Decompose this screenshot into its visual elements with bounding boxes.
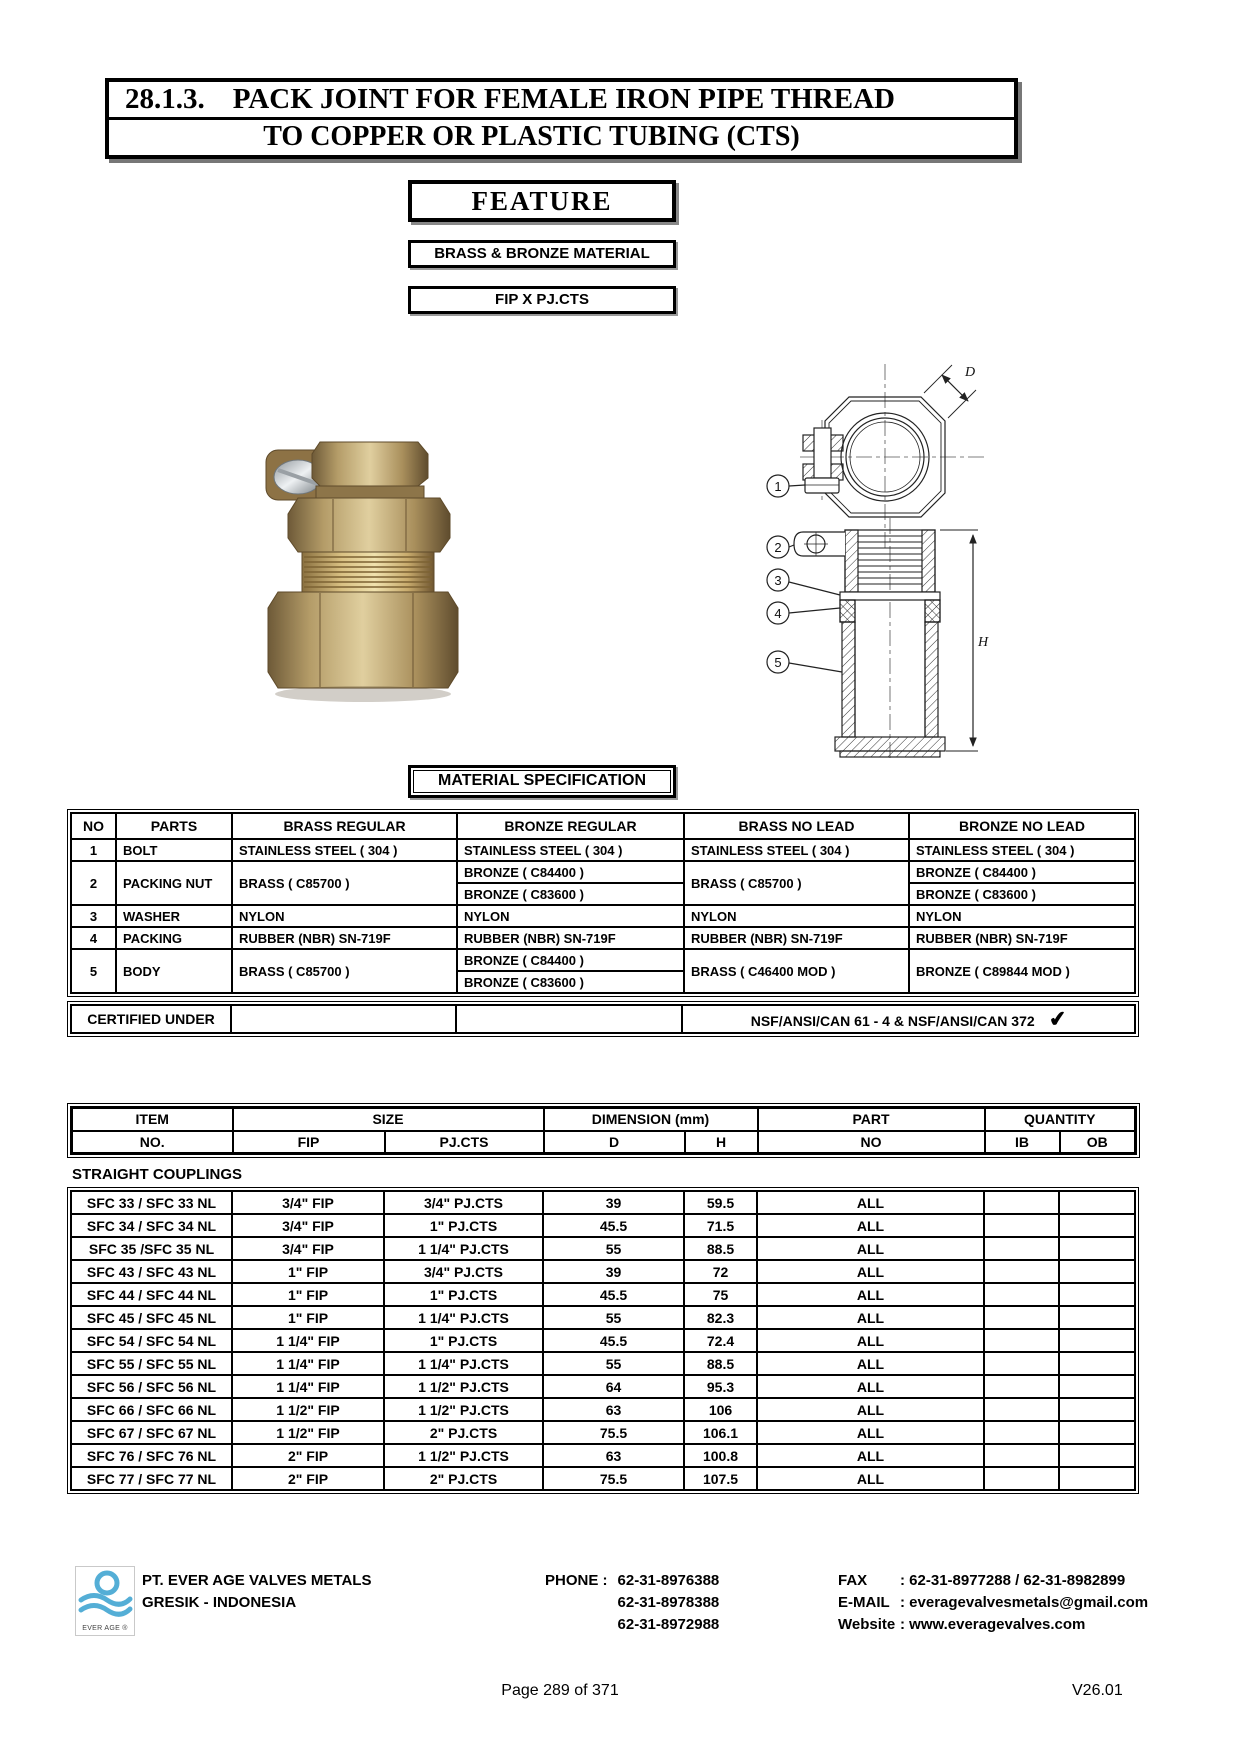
cell-brass-no-lead: STAINLESS STEEL ( 304 )	[684, 839, 909, 861]
coupling-cell-ib	[984, 1214, 1059, 1237]
coupling-cell-d: 64	[543, 1375, 684, 1398]
email-value: everagevalvesmetals@gmail.com	[909, 1594, 1149, 1611]
coupling-cell-d: 63	[543, 1398, 684, 1421]
subheader-ob: OB	[1060, 1131, 1136, 1154]
coupling-cell-d: 39	[543, 1260, 684, 1283]
coupling-cell-ib	[984, 1375, 1059, 1398]
website-value: www.everagevalves.com	[909, 1616, 1086, 1633]
coupling-cell-ib	[984, 1260, 1059, 1283]
coupling-cell-part: ALL	[757, 1375, 984, 1398]
coupling-cell-item: SFC 54 / SFC 54 NL	[71, 1329, 232, 1352]
col-header-bronze-regular: BRONZE REGULAR	[457, 813, 684, 839]
coupling-cell-ob	[1059, 1467, 1135, 1490]
coupling-cell-d: 45.5	[543, 1329, 684, 1352]
coupling-cell-d: 63	[543, 1444, 684, 1467]
coupling-cell-fip: 1 1/4" FIP	[232, 1329, 384, 1352]
coupling-cell-pjcts: 1 1/4" PJ.CTS	[384, 1306, 543, 1329]
col-header-parts: PARTS	[116, 813, 232, 839]
coupling-cell-h: 106.1	[684, 1421, 757, 1444]
coupling-cell-item: SFC 34 / SFC 34 NL	[71, 1214, 232, 1237]
coupling-cell-part: ALL	[757, 1214, 984, 1237]
phone-number-1: 62-31-8976388	[617, 1572, 720, 1589]
dimension-d-label: D	[964, 365, 976, 380]
header-dimension: DIMENSION (mm)	[544, 1108, 758, 1131]
coupling-cell-pjcts: 1 1/4" PJ.CTS	[384, 1237, 543, 1260]
coupling-row	[71, 1329, 1135, 1352]
certified-row	[71, 1005, 1135, 1033]
coupling-row	[71, 1191, 1135, 1214]
coupling-cell-part: ALL	[757, 1352, 984, 1375]
coupling-cell-part: ALL	[757, 1237, 984, 1260]
coupling-cell-fip: 1" FIP	[232, 1306, 384, 1329]
callout-5: 5	[774, 655, 782, 670]
cell-brass-regular: RUBBER (NBR) SN-719F	[232, 927, 457, 949]
coupling-cell-item: SFC 67 / SFC 67 NL	[71, 1421, 232, 1444]
material-row-packing	[71, 927, 1135, 949]
col-header-bronze-no-lead: BRONZE NO LEAD	[909, 813, 1135, 839]
coupling-cell-ib	[984, 1398, 1059, 1421]
cell-bronze-regular: STAINLESS STEEL ( 304 )	[457, 839, 684, 861]
cell-bronze-regular: RUBBER (NBR) SN-719F	[457, 927, 684, 949]
coupling-row	[71, 1467, 1135, 1490]
callout-4: 4	[774, 606, 782, 621]
cell-bronze-no-lead-b: BRONZE ( C83600 )	[909, 883, 1135, 905]
coupling-cell-ob	[1059, 1352, 1135, 1375]
subheader-d: D	[544, 1131, 685, 1154]
callout-2: 2	[774, 540, 782, 555]
coupling-row	[71, 1421, 1135, 1444]
subheader-part-no: NO	[758, 1131, 985, 1154]
cell-brass-no-lead: BRASS ( C85700 )	[684, 861, 909, 905]
material-spec-heading: MATERIAL SPECIFICATION	[408, 765, 676, 798]
subheader-h: H	[685, 1131, 758, 1154]
material-row-bolt	[71, 839, 1135, 861]
coupling-cell-ob	[1059, 1237, 1135, 1260]
coupling-cell-item: SFC 43 / SFC 43 NL	[71, 1260, 232, 1283]
material-row-packing-nut	[71, 861, 1135, 883]
coupling-cell-ob	[1059, 1306, 1135, 1329]
version-number: V26.01	[1072, 1682, 1123, 1699]
cell-part: BOLT	[116, 839, 232, 861]
header-item: ITEM	[72, 1108, 233, 1131]
cell-brass-regular: BRASS ( C85700 )	[232, 861, 457, 905]
coupling-cell-item: SFC 56 / SFC 56 NL	[71, 1375, 232, 1398]
coupling-cell-part: ALL	[757, 1329, 984, 1352]
coupling-cell-fip: 1 1/4" FIP	[232, 1375, 384, 1398]
certified-value-cell	[682, 1005, 1135, 1033]
coupling-cell-fip: 1" FIP	[232, 1283, 384, 1306]
col-header-brass-regular: BRASS REGULAR	[232, 813, 457, 839]
sub-header-row	[72, 1131, 1136, 1154]
subheader-fip: FIP	[233, 1131, 385, 1154]
company-name: PT. EVER AGE VALVES METALS	[142, 1572, 372, 1589]
callout-1: 1	[774, 479, 782, 494]
coupling-cell-ib	[984, 1191, 1059, 1214]
phone-label: PHONE :	[545, 1572, 608, 1589]
coupling-cell-ob	[1059, 1191, 1135, 1214]
cell-bronze-no-lead: RUBBER (NBR) SN-719F	[909, 927, 1135, 949]
fitting-photo-shapes	[266, 442, 458, 702]
coupling-row	[71, 1352, 1135, 1375]
check-icon: ✔	[1047, 1006, 1068, 1032]
coupling-cell-d: 39	[543, 1191, 684, 1214]
coupling-row	[71, 1237, 1135, 1260]
coupling-cell-fip: 1" FIP	[232, 1260, 384, 1283]
col-header-brass-no-lead: BRASS NO LEAD	[684, 813, 909, 839]
coupling-cell-d: 45.5	[543, 1283, 684, 1306]
cell-bronze-regular-b: BRONZE ( C83600 )	[457, 971, 684, 993]
cell-brass-no-lead: BRASS ( C46400 MOD )	[684, 949, 909, 993]
title-block	[105, 78, 1018, 159]
cell-no: 3	[71, 905, 116, 927]
certified-empty-1	[231, 1005, 456, 1033]
coupling-cell-ib	[984, 1283, 1059, 1306]
coupling-cell-fip: 3/4" FIP	[232, 1191, 384, 1214]
coupling-row	[71, 1398, 1135, 1421]
couplings-table	[70, 1190, 1136, 1491]
couplings-header-table	[70, 1106, 1137, 1155]
coupling-cell-d: 55	[543, 1352, 684, 1375]
phone-number-2: 62-31-8978388	[617, 1594, 720, 1611]
coupling-cell-h: 72	[684, 1260, 757, 1283]
coupling-cell-part: ALL	[757, 1260, 984, 1283]
coupling-cell-pjcts: 1" PJ.CTS	[384, 1329, 543, 1352]
subheader-pjcts: PJ.CTS	[385, 1131, 544, 1154]
company-logo	[75, 1566, 135, 1636]
coupling-cell-h: 88.5	[684, 1352, 757, 1375]
coupling-cell-item: SFC 35 /SFC 35 NL	[71, 1237, 232, 1260]
dimension-h-label: H	[977, 635, 989, 650]
coupling-cell-h: 107.5	[684, 1467, 757, 1490]
coupling-cell-item: SFC 33 / SFC 33 NL	[71, 1191, 232, 1214]
coupling-cell-h: 88.5	[684, 1237, 757, 1260]
company-location: GRESIK - INDONESIA	[142, 1594, 297, 1611]
cell-bronze-no-lead: STAINLESS STEEL ( 304 )	[909, 839, 1135, 861]
fax-line: FAX : 62-31-8977288 / 62-31-8982899	[838, 1570, 1148, 1592]
feature-item-connection: FIP X PJ.CTS	[408, 286, 676, 314]
contact-info	[838, 1570, 1148, 1636]
header-part: PART	[758, 1108, 985, 1131]
cell-brass-no-lead: RUBBER (NBR) SN-719F	[684, 927, 909, 949]
cell-no: 1	[71, 839, 116, 861]
coupling-cell-part: ALL	[757, 1398, 984, 1421]
coupling-row	[71, 1444, 1135, 1467]
coupling-cell-d: 75.5	[543, 1421, 684, 1444]
page-title-line1	[109, 82, 1014, 120]
coupling-cell-pjcts: 1 1/2" PJ.CTS	[384, 1398, 543, 1421]
coupling-cell-ob	[1059, 1375, 1135, 1398]
cell-bronze-no-lead: BRONZE ( C89844 MOD )	[909, 949, 1135, 993]
website-line: Website : www.everagevalves.com	[838, 1614, 1148, 1636]
coupling-cell-fip: 1 1/4" FIP	[232, 1352, 384, 1375]
cell-brass-regular: STAINLESS STEEL ( 304 )	[232, 839, 457, 861]
email-label: E-MAIL	[838, 1594, 890, 1611]
material-header-row	[71, 813, 1135, 839]
coupling-cell-part: ALL	[757, 1283, 984, 1306]
title-text: PACK JOINT FOR FEMALE IRON PIPE THREAD	[232, 83, 895, 115]
cell-brass-regular: BRASS ( C85700 )	[232, 949, 457, 993]
coupling-cell-pjcts: 1 1/2" PJ.CTS	[384, 1375, 543, 1398]
coupling-cell-h: 106	[684, 1398, 757, 1421]
coupling-row	[71, 1375, 1135, 1398]
coupling-row	[71, 1283, 1135, 1306]
coupling-cell-item: SFC 55 / SFC 55 NL	[71, 1352, 232, 1375]
coupling-cell-h: 59.5	[684, 1191, 757, 1214]
material-row-washer	[71, 905, 1135, 927]
subheader-ib: IB	[985, 1131, 1060, 1154]
coupling-cell-fip: 1 1/2" FIP	[232, 1398, 384, 1421]
coupling-cell-ob	[1059, 1214, 1135, 1237]
coupling-cell-fip: 2" FIP	[232, 1444, 384, 1467]
coupling-cell-fip: 3/4" FIP	[232, 1237, 384, 1260]
coupling-cell-pjcts: 2" PJ.CTS	[384, 1467, 543, 1490]
coupling-cell-pjcts: 3/4" PJ.CTS	[384, 1191, 543, 1214]
email-line: E-MAIL : everagevalvesmetals@gmail.com	[838, 1592, 1148, 1614]
cell-bronze-no-lead: NYLON	[909, 905, 1135, 927]
coupling-cell-part: ALL	[757, 1191, 984, 1214]
coupling-cell-ob	[1059, 1329, 1135, 1352]
technical-drawing	[690, 352, 992, 762]
coupling-cell-ib	[984, 1467, 1059, 1490]
certified-empty-2	[456, 1005, 682, 1033]
fax-label: FAX	[838, 1572, 868, 1589]
coupling-cell-ib	[984, 1329, 1059, 1352]
coupling-cell-pjcts: 3/4" PJ.CTS	[384, 1260, 543, 1283]
certified-value: NSF/ANSI/CAN 61 - 4 & NSF/ANSI/CAN 372	[750, 1012, 1035, 1029]
coupling-cell-ib	[984, 1306, 1059, 1329]
coupling-cell-fip: 3/4" FIP	[232, 1214, 384, 1237]
cell-part: WASHER	[116, 905, 232, 927]
page-number: Page 289 of 371	[501, 1682, 619, 1699]
coupling-cell-item: SFC 66 / SFC 66 NL	[71, 1398, 232, 1421]
certified-table	[70, 1004, 1136, 1034]
cell-bronze-regular-b: BRONZE ( C83600 )	[457, 883, 684, 905]
cell-brass-no-lead: NYLON	[684, 905, 909, 927]
website-label: Website	[838, 1616, 896, 1633]
coupling-cell-ob	[1059, 1283, 1135, 1306]
section-number: 28.1.3.	[125, 83, 205, 115]
coupling-cell-ib	[984, 1421, 1059, 1444]
coupling-cell-d: 75.5	[543, 1467, 684, 1490]
everage-logo-icon	[76, 1567, 134, 1619]
cell-brass-regular: NYLON	[232, 905, 457, 927]
cell-bronze-regular-a: BRONZE ( C84400 )	[457, 949, 684, 971]
coupling-cell-h: 100.8	[684, 1444, 757, 1467]
phone-number-3: 62-31-8972988	[617, 1616, 720, 1633]
coupling-cell-h: 82.3	[684, 1306, 757, 1329]
header-size: SIZE	[233, 1108, 544, 1131]
coupling-cell-pjcts: 2" PJ.CTS	[384, 1421, 543, 1444]
coupling-cell-part: ALL	[757, 1444, 984, 1467]
coupling-cell-pjcts: 1 1/4" PJ.CTS	[384, 1352, 543, 1375]
coupling-cell-d: 55	[543, 1306, 684, 1329]
coupling-cell-h: 95.3	[684, 1375, 757, 1398]
cell-part: PACKING	[116, 927, 232, 949]
material-spec-table	[70, 812, 1136, 994]
coupling-cell-h: 75	[684, 1283, 757, 1306]
coupling-cell-d: 45.5	[543, 1214, 684, 1237]
coupling-cell-fip: 2" FIP	[232, 1467, 384, 1490]
group-header-row	[72, 1108, 1136, 1131]
coupling-row	[71, 1214, 1135, 1237]
feature-heading: FEATURE	[408, 180, 676, 222]
cell-no: 5	[71, 949, 116, 993]
coupling-cell-ib	[984, 1352, 1059, 1375]
coupling-cell-item: SFC 45 / SFC 45 NL	[71, 1306, 232, 1329]
coupling-cell-item: SFC 76 / SFC 76 NL	[71, 1444, 232, 1467]
coupling-cell-pjcts: 1" PJ.CTS	[384, 1283, 543, 1306]
coupling-cell-h: 72.4	[684, 1329, 757, 1352]
feature-item-material: BRASS & BRONZE MATERIAL	[408, 240, 676, 268]
coupling-cell-pjcts: 1 1/2" PJ.CTS	[384, 1444, 543, 1467]
fax-value: 62-31-8977288 / 62-31-8982899	[909, 1572, 1126, 1589]
cell-bronze-regular-a: BRONZE ( C84400 )	[457, 861, 684, 883]
page-title-line2: TO COPPER OR PLASTIC TUBING (CTS)	[263, 121, 800, 152]
header-quantity: QUANTITY	[985, 1108, 1136, 1131]
coupling-cell-ib	[984, 1444, 1059, 1467]
company-info	[142, 1570, 371, 1614]
material-row-body	[71, 949, 1135, 971]
certified-label: CERTIFIED UNDER	[71, 1005, 231, 1033]
coupling-cell-pjcts: 1" PJ.CTS	[384, 1214, 543, 1237]
cell-no: 2	[71, 861, 116, 905]
coupling-cell-part: ALL	[757, 1421, 984, 1444]
coupling-cell-ob	[1059, 1260, 1135, 1283]
logo-caption: EVER AGE ®	[82, 1625, 128, 1632]
coupling-cell-ob	[1059, 1398, 1135, 1421]
coupling-cell-h: 71.5	[684, 1214, 757, 1237]
callout-3: 3	[774, 573, 782, 588]
cell-bronze-regular: NYLON	[457, 905, 684, 927]
couplings-table-body	[71, 1191, 1135, 1490]
coupling-row	[71, 1260, 1135, 1283]
product-photo	[228, 420, 463, 708]
cell-part: BODY	[116, 949, 232, 993]
coupling-cell-fip: 1 1/2" FIP	[232, 1421, 384, 1444]
coupling-cell-item: SFC 77 / SFC 77 NL	[71, 1467, 232, 1490]
coupling-cell-ib	[984, 1237, 1059, 1260]
col-header-no: NO	[71, 813, 116, 839]
phone-numbers	[618, 1570, 720, 1636]
cell-bronze-no-lead-a: BRONZE ( C84400 )	[909, 861, 1135, 883]
coupling-row	[71, 1306, 1135, 1329]
coupling-cell-d: 55	[543, 1237, 684, 1260]
straight-couplings-label: STRAIGHT COUPLINGS	[72, 1166, 243, 1183]
coupling-cell-part: ALL	[757, 1467, 984, 1490]
cell-part: PACKING NUT	[116, 861, 232, 905]
coupling-cell-item: SFC 44 / SFC 44 NL	[71, 1283, 232, 1306]
coupling-cell-ob	[1059, 1421, 1135, 1444]
subheader-item-no: NO.	[72, 1131, 233, 1154]
cell-no: 4	[71, 927, 116, 949]
coupling-cell-ob	[1059, 1444, 1135, 1467]
coupling-cell-part: ALL	[757, 1306, 984, 1329]
phone-info	[545, 1570, 719, 1636]
